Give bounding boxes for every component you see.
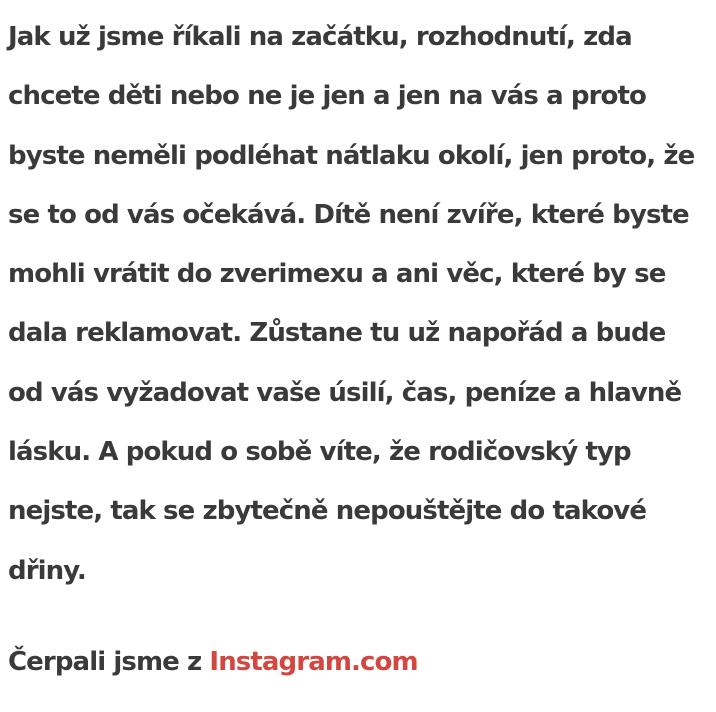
article [8,8,708,692]
source-line [8,633,708,692]
source-link[interactable]: Instagram.com [209,646,418,677]
source-prefix: Čerpali jsme z [8,646,210,677]
article-paragraph: Jak už jsme říkali na začátku, rozhodnutí, zda chcete děti nebo ne je jen a jen na vás a proto byste neměli podléhat nátlaku okolí, jen proto, že se to od vás očekává. Dítě není zvíře, které byste mohli vrátit do zverimexu a ani věc, které by se dala reklamovat. Zůstane tu už napořád a bude od vás vyžadovat vaše úsilí, čas, peníze a hlavně lásku. A pokud o sobě víte, že rodičovský typ nejste, tak se zbytečně nepouštějte do takové dřiny. [8,22,695,586]
